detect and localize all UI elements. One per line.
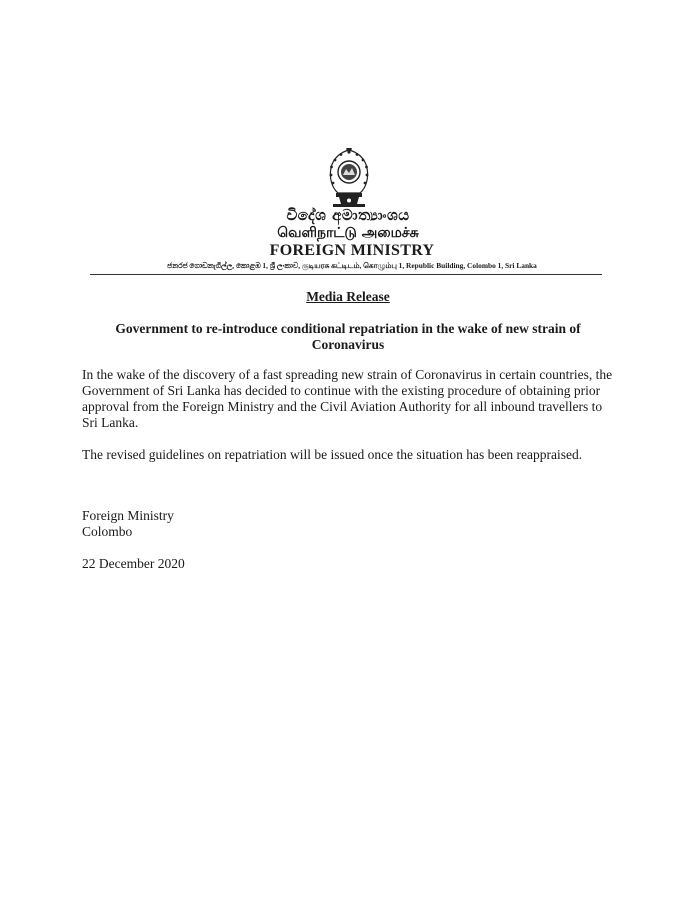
media-release-label: Media Release [306, 289, 390, 304]
release-date: 22 December 2020 [82, 556, 185, 571]
signature-city: Colombo [82, 524, 133, 539]
body-paragraph-1: In the wake of the discovery of a fast spreading new strain of Coronavirus in certain countries, the Government of Sri Lanka has decided to continue with the existing procedure of obtaining prior approval from the Foreign Ministry and the Civil Aviation Authority for all inbound travellers to Sri Lanka. [82, 367, 613, 430]
state-emblem-icon [327, 148, 371, 208]
letterhead-tamil-title: வெளிநாட்டு அமைச்சு [277, 225, 419, 241]
letterhead-english-title: FOREIGN MINISTRY [269, 242, 435, 259]
signature-organization: Foreign Ministry [82, 508, 174, 523]
body-paragraph-2: The revised guidelines on repatriation will be issued once the situation has been reappraised. [82, 447, 583, 462]
letterhead-address: ජනරජ ගොඩනැගිල්ල, කොළඹ 1, ශ්‍රී ලංකාව, குடியரசு கட்டிடம், கொழும்பு 1, Republic Building, Colombo 1, Sri Lanka [167, 261, 537, 270]
release-headline: Government to re-introduce conditional repatriation in the wake of new strain of Coronavirus [115, 321, 581, 352]
letterhead-sinhala-title: විදේශ අමාත්‍යාංශය [286, 206, 410, 224]
letterhead-divider [90, 274, 602, 275]
